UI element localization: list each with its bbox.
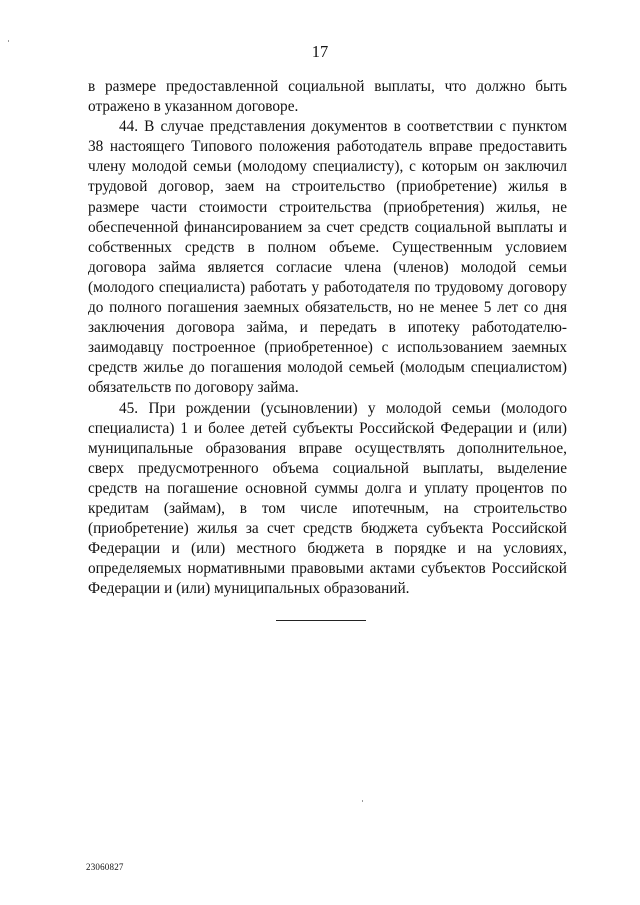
scan-speck (362, 800, 363, 802)
end-divider-line (276, 620, 366, 621)
document-code: 23060827 (86, 862, 124, 872)
page-number: 17 (311, 42, 329, 61)
paragraph-45: 45. При рождении (усыновлении) у молодой семьи (молодого специалиста) 1 и более детей субъекты Российской Федерации и (или) муниципальные образования вправе осуществлять дополнительное, сверх предусмотренного объема социальной выплаты, выделение средств на погашение основной суммы долга и уплату процентов по кредитам (займам), в том числе ипотечным, на строительство (приобретение) жилья за счет средств бюджета субъекта Российской Федерации и (или) местного бюджета в порядке и на условиях, определяемых нормативными правовыми актами субъектов Российской Федерации и (или) муниципальных образований. (88, 399, 567, 598)
scan-speck (8, 40, 9, 42)
paragraph-continuation: в размере предоставленной социальной выплаты, что должно быть отражено в указанном договоре. (88, 78, 567, 116)
document-body (88, 77, 567, 599)
paragraph-44: 44. В случае представления документов в соответствии с пунктом 38 настоящего Типового положения работодатель вправе предоставить члену молодой семьи (молодому специалисту), с которым он заключил трудовой договор, заем на строительство (приобретение) жилья в размере части стоимости строительства (приобретения) жилья, не обеспеченной финансированием за счет средств социальной выплаты и собственных средств в полном объеме. Существенным условием договора займа является согласие члена (членов) молодой семьи (молодого специалиста) работать у работодателя по трудовому договору до полного погашения заемных обязательств, но не менее 5 лет со дня заключения договора займа, и передать в ипотеку работодателю-заимодавцу построенное (приобретенное) с использованием заемных средств жилье до погашения молодой семьей (молодым специалистом) обязательств по договору займа. (88, 118, 567, 397)
